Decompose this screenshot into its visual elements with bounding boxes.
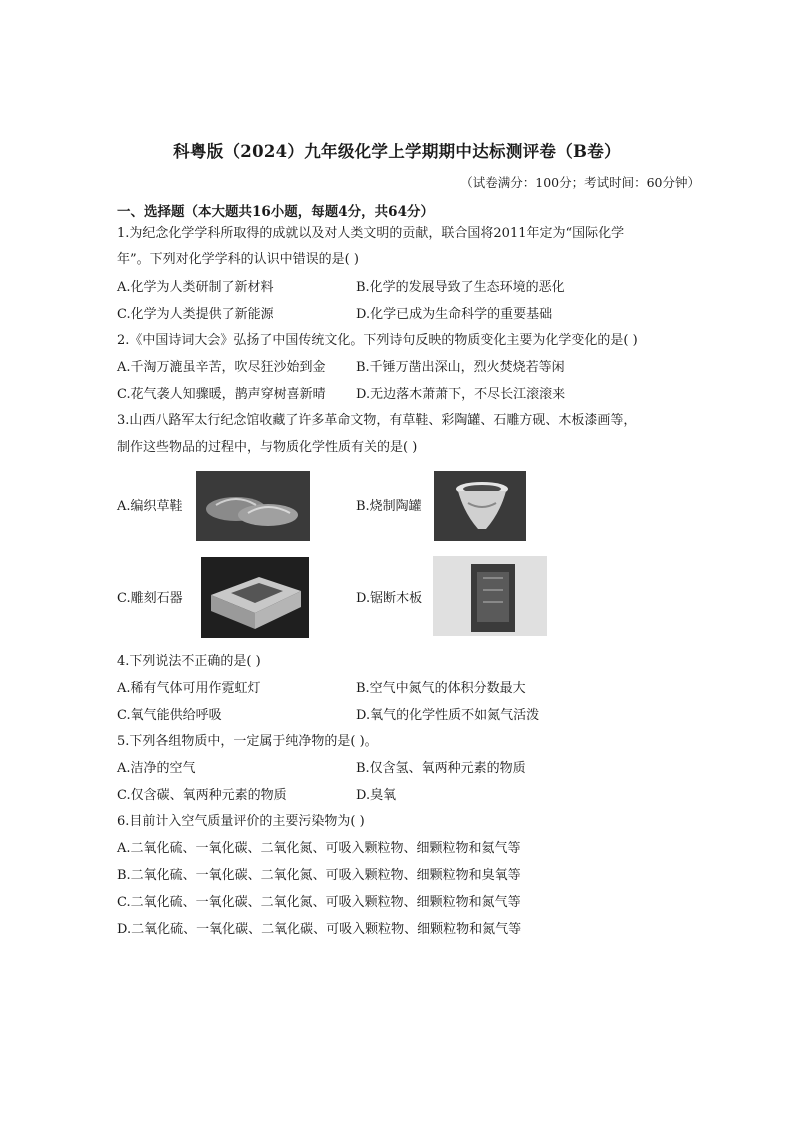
question-1-option-a: A.化学为人类研制了新材料 [117, 280, 274, 295]
question-2-option-d: D.无边落木萧萧下，不尽长江滚滚来 [356, 387, 566, 402]
question-6-option-a: A.二氧化硫、一氧化碳、二氧化氮、可吸入颗粒物、细颗粒物和氦气等 [117, 841, 521, 856]
straw-sandals-image [196, 471, 310, 541]
page-title: 科粤版（2024）九年级化学上学期期中达标测评卷（B卷） [173, 142, 621, 161]
question-1-stem-line-1: 1.为纪念化学学科所取得的成就以及对人类文明的贡献，联合国将2011年定为“国际化学 [117, 226, 625, 241]
question-4-stem: 4.下列说法不正确的是( ) [117, 654, 261, 669]
question-5-option-d: D.臭氧 [356, 788, 397, 803]
question-2-stem: 2.《中国诗词大会》弘扬了中国传统文化。下列诗句反映的物质变化主要为化学变化的是( ) [117, 333, 638, 348]
question-4-option-c: C.氧气能供给呼吸 [117, 708, 222, 723]
exam-info: （试卷满分：100分；考试时间：60分钟） [460, 175, 700, 190]
wood-board-image [433, 556, 547, 636]
question-2-option-c: C.花气袭人知骤暖，鹊声穿树喜新晴 [117, 387, 326, 402]
question-1-option-b: B.化学的发展导致了生态环境的恶化 [356, 280, 565, 295]
question-3-option-b: B.烧制陶罐 [356, 499, 422, 514]
question-3-option-d: D.锯断木板 [356, 591, 423, 606]
question-6-option-c: C.二氧化硫、一氧化碳、二氧化氮、可吸入颗粒物、细颗粒物和氮气等 [117, 895, 521, 910]
question-4-option-a: A.稀有气体可用作霓虹灯 [117, 681, 261, 696]
question-5-option-a: A.洁净的空气 [117, 761, 196, 776]
question-5-option-b: B.仅含氢、氧两种元素的物质 [356, 761, 526, 776]
stone-inkstone-image [201, 557, 309, 638]
section-heading: 一、选择题（本大题共16小题，每题4分，共64分） [117, 204, 434, 220]
question-6-option-d: D.二氧化硫、一氧化碳、二氧化碳、可吸入颗粒物、细颗粒物和氮气等 [117, 922, 522, 937]
question-3-option-c: C.雕刻石器 [117, 591, 183, 606]
question-1-stem-line-2: 年”。下列对化学学科的认识中错误的是( ) [117, 252, 359, 267]
pottery-jar-image [434, 471, 526, 541]
question-3-option-a: A.编织草鞋 [117, 499, 183, 514]
question-4-option-d: D.氧气的化学性质不如氮气活泼 [356, 708, 540, 723]
question-1-option-c: C.化学为人类提供了新能源 [117, 307, 274, 322]
question-2-option-b: B.千锤万凿出深山，烈火焚烧若等闲 [356, 360, 565, 375]
question-6-option-b: B.二氧化硫、一氧化碳、二氧化氮、可吸入颗粒物、细颗粒物和臭氧等 [117, 868, 521, 883]
question-5-stem: 5.下列各组物质中，一定属于纯净物的是( )。 [117, 734, 378, 749]
question-3-stem-line-2: 制作这些物品的过程中，与物质化学性质有关的是( ) [117, 440, 418, 455]
question-5-option-c: C.仅含碳、氧两种元素的物质 [117, 788, 287, 803]
question-4-option-b: B.空气中氮气的体积分数最大 [356, 681, 526, 696]
question-6-stem: 6.目前计入空气质量评价的主要污染物为( ) [117, 814, 365, 829]
question-1-option-d: D.化学已成为生命科学的重要基础 [356, 307, 553, 322]
question-2-option-a: A.千淘万漉虽辛苦，吹尽狂沙始到金 [117, 360, 326, 375]
question-3-stem-line-1: 3.山西八路军太行纪念馆收藏了许多革命文物，有草鞋、彩陶罐、石雕方砚、木板漆画等， [117, 413, 637, 428]
